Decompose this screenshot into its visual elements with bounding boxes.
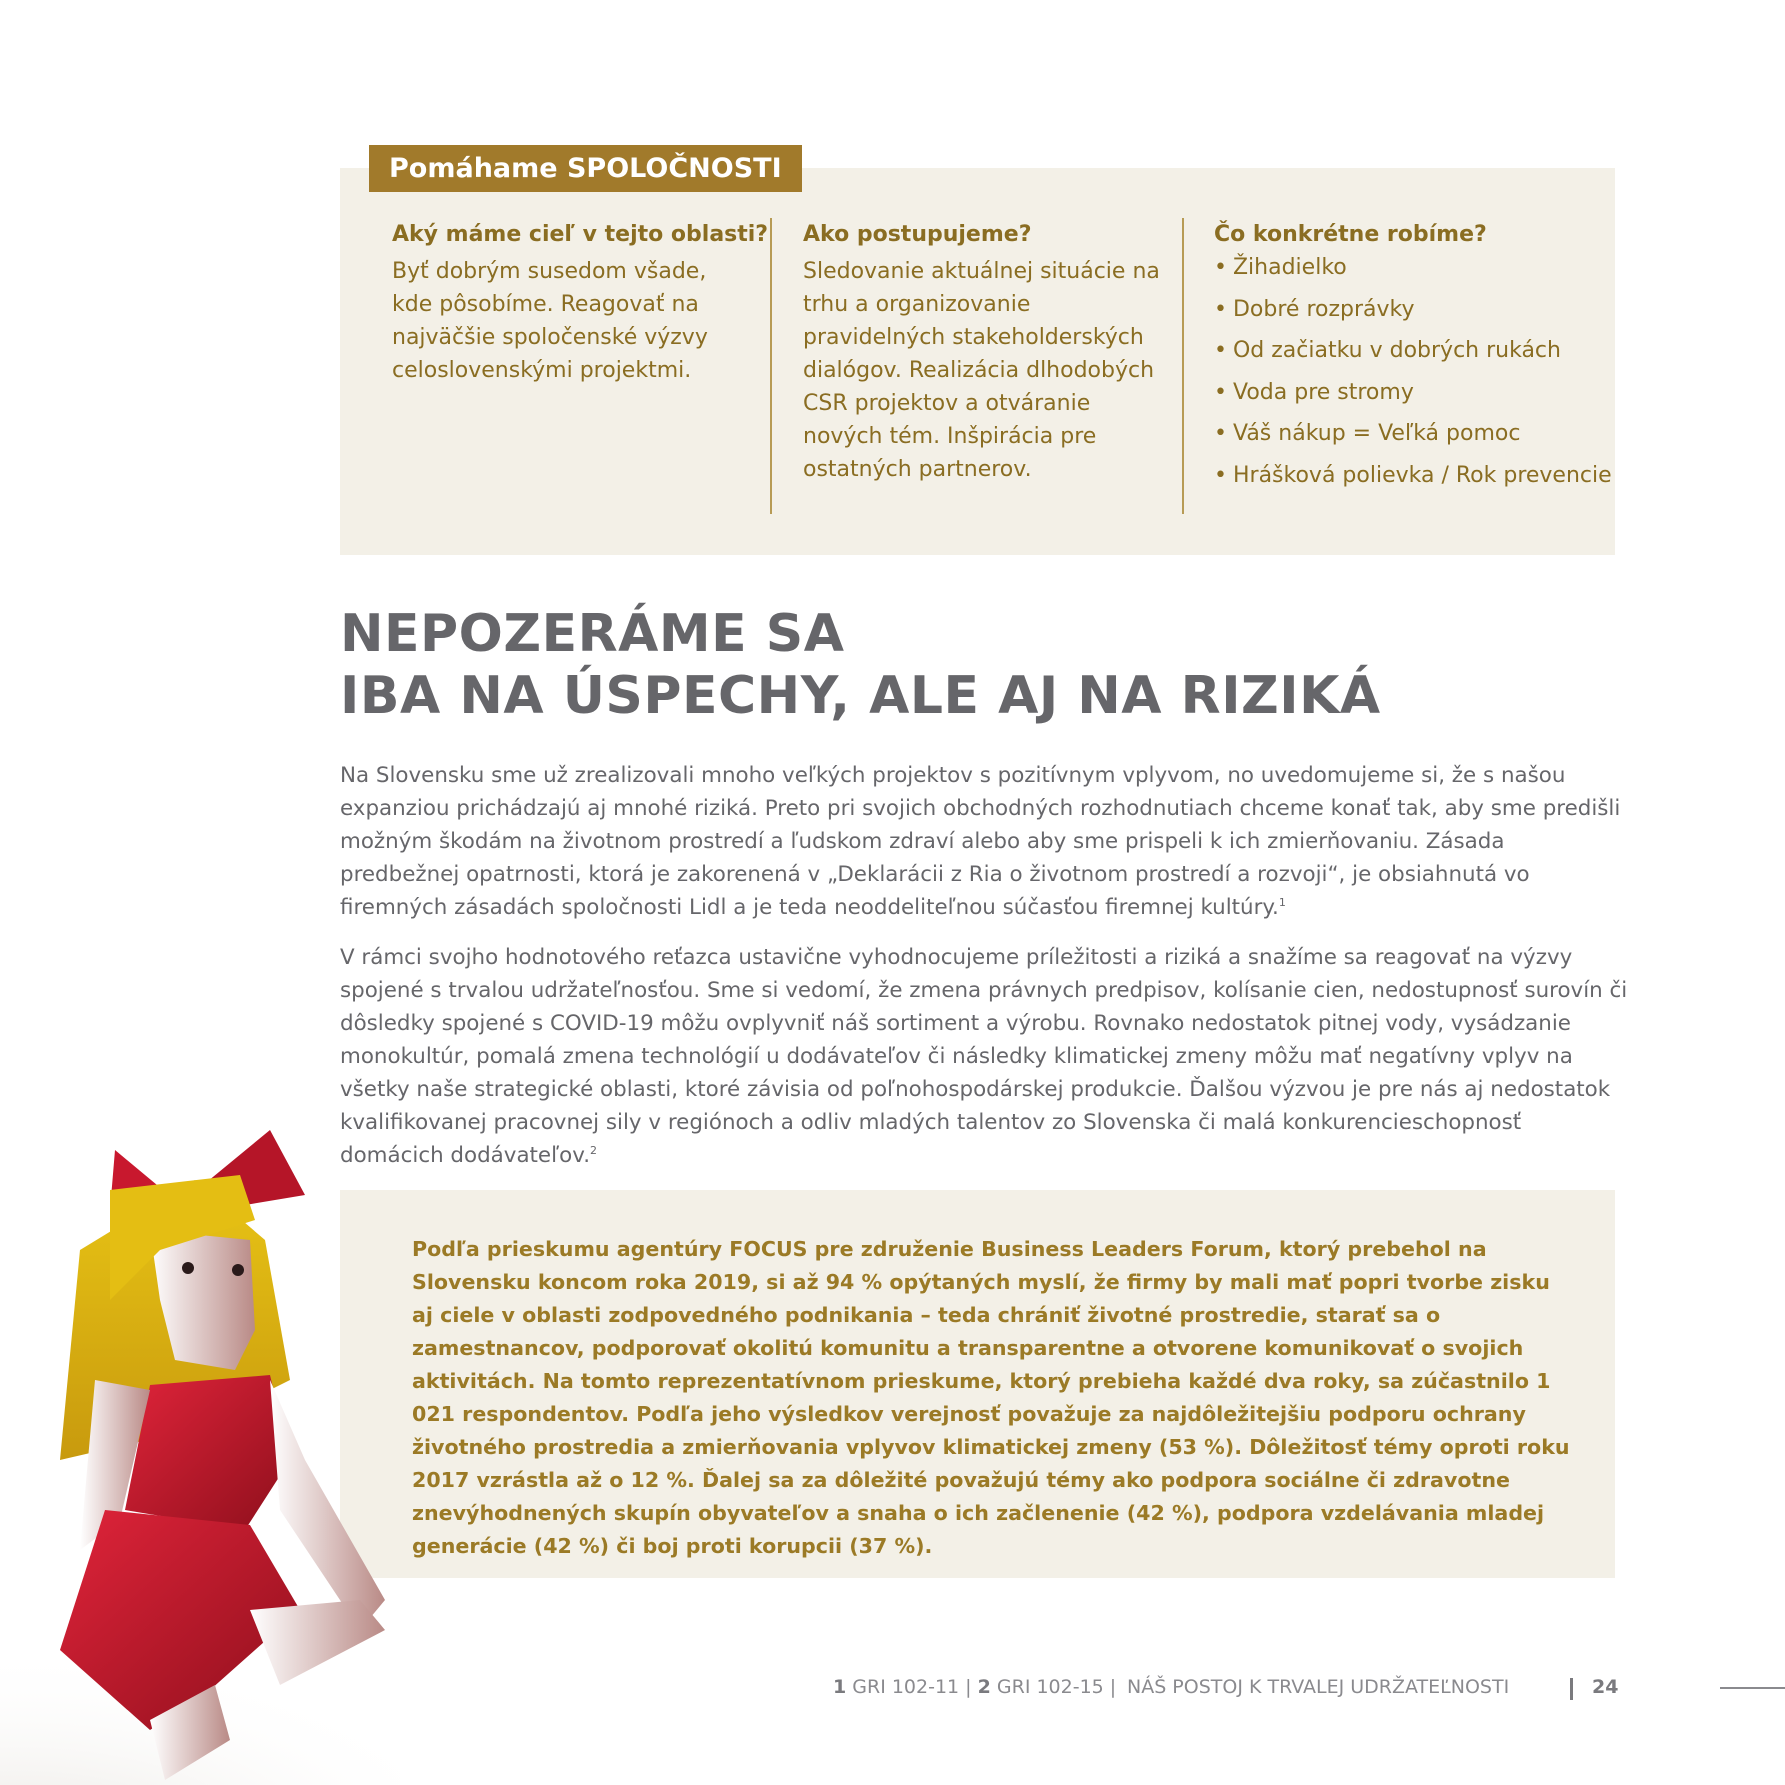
footer-divider (1570, 1678, 1573, 1700)
goal-title: Aký máme cieľ v tejto oblasti? (392, 222, 769, 247)
page-number: 24 (1592, 1676, 1619, 1698)
footnote-ref-1: 1 (1278, 895, 1286, 909)
approach-text: Sledovanie aktuálnej situácie na trhu a organizovanie pravidelných stakeholderských dialógov. Realizácia dlhodobých CSR projektov a otváranie nových tém. Inšpirácia pre ostatných partnerov. (803, 259, 1160, 482)
approach-column (803, 222, 1163, 486)
actions-list (1214, 247, 1612, 496)
list-item: • Žihadielko (1214, 255, 1347, 280)
heading-line-1: NEPOZERÁME SA (340, 604, 845, 664)
actions-column (1214, 222, 1612, 496)
column-divider (770, 218, 772, 514)
paragraph-2: V rámci svojho hodnotového reťazca ustavične vyhodnocujeme príležitosti a riziká a snažíme sa reagovať na výzvy spojené s trvalou udržateľnosťou. Sme si vedomí, že zmena právnych predpisov, kolísanie cien, nedostupnosť surovín či dôsledky spojené s COVID-19 môžu ovplyvniť náš sortiment a výrobu. Rovnako nedostatok pitnej vody, vysádzanie monokultúr, pomalá zmena technológií u dodávateľov či následky klimatickej zmeny môžu mať negatívny vplyv na všetky naše strategické oblasti, ktoré závisia od poľnohospodárskej produkcie. Ďalšou výzvou je pre nás aj nedostatok kvalifikovanej pracovnej sily v regiónoch a odliv mladých talentov zo Slovenska či malá konkurencieschopnosť domácich dodávateľov.$^2$ (340, 945, 1628, 1168)
page-heading (340, 603, 1381, 727)
heading-line-2: IBA NA ÚSPECHY, ALE AJ NA RIZIKÁ (340, 666, 1381, 726)
paragraph-1: Na Slovensku sme už zrealizovali mnoho veľkých projektov s pozitívnym vplyvom, no uvedomujeme si, že s našou expanziou prichádzajú aj mnohé riziká. Preto pri svojich obchodných rozhodnutiach chceme konať tak, aby sme predišli možným škodám na životnom prostredí a ľudskom zdraví alebo aby sme prispeli k ich zmierňovaniu. Zásada predbežnej opatrnosti, ktorá je zakorenená v „Deklarácii z Ria o životnom prostredí a rozvoji“, je obsiahnutá vo firemných zásadách spoločnosti Lidl a je teda neoddeliteľnou súčasťou firemnej kultúry.$^1$ (340, 763, 1621, 920)
list-item: • Váš nákup = Veľká pomoc (1214, 421, 1521, 446)
footer-rule (1720, 1687, 1785, 1689)
callout-text: Podľa prieskumu agentúry FOCUS pre združenie Business Leaders Forum, ktorý prebehol na Slovensku koncom roka 2019, si až 94 % opýtaných myslí, že firmy by mali mať popri tvorbe zisku aj ciele v oblasti zodpovedného podnikania – teda chrániť životné prostredie, starať sa o zamestnancov, podporovať okolitú komunitu a transparentne a otvorene komunikovať o svojich aktivitách. Na tomto reprezentatívnom prieskume, ktorý prebieha každé dva roky, sa zúčastnilo 1 021 respondentov. Podľa jeho výsledkov verejnosť považuje za najdôležitejšiu podporu ochrany životného prostredia a zmierňovania vplyvov klimatickej zmeny (53 %). Dôležitosť témy oproti roku 2017 vzrástla až o 12 %. Ďalej sa za dôležité považujú témy ako podpora sociálne či zdravotne znevýhodnených skupín obyvateľov a snaha o ich začlenenie (42 %), podpora vzdelávania mladej generácie (42 %) či boj proti korupcii (37 %). (412, 1237, 1570, 1558)
column-divider (1182, 218, 1184, 514)
section-title: NÁŠ POSTOJ K TRVALEJ UDRŽATEĽNOSTI (1127, 1676, 1510, 1698)
goal-text: Byť dobrým susedom všade, kde pôsobíme. Reagovať na najväčšie spoločenské výzvy celoslovenskými projektmi. (392, 259, 708, 383)
actions-title: Čo konkrétne robíme? (1214, 222, 1487, 247)
goal-column (392, 222, 769, 387)
list-item: • Hrášková polievka / Rok prevencie (1214, 462, 1612, 488)
footnote-ref-2: 2 (590, 1143, 598, 1157)
list-item: • Voda pre stromy (1214, 379, 1414, 405)
section-tag: Pomáhame SPOLOČNOSTI (369, 145, 802, 192)
girl-doll-illustration (0, 1130, 400, 1785)
approach-title: Ako postupujeme? (803, 222, 1032, 247)
list-item: • Od začiatku v dobrých rukách (1214, 338, 1561, 363)
footnote-refs: 1 GRI 102-11 | 2 GRI 102-15 | (833, 1676, 1117, 1698)
list-item: • Dobré rozprávky (1214, 296, 1415, 322)
